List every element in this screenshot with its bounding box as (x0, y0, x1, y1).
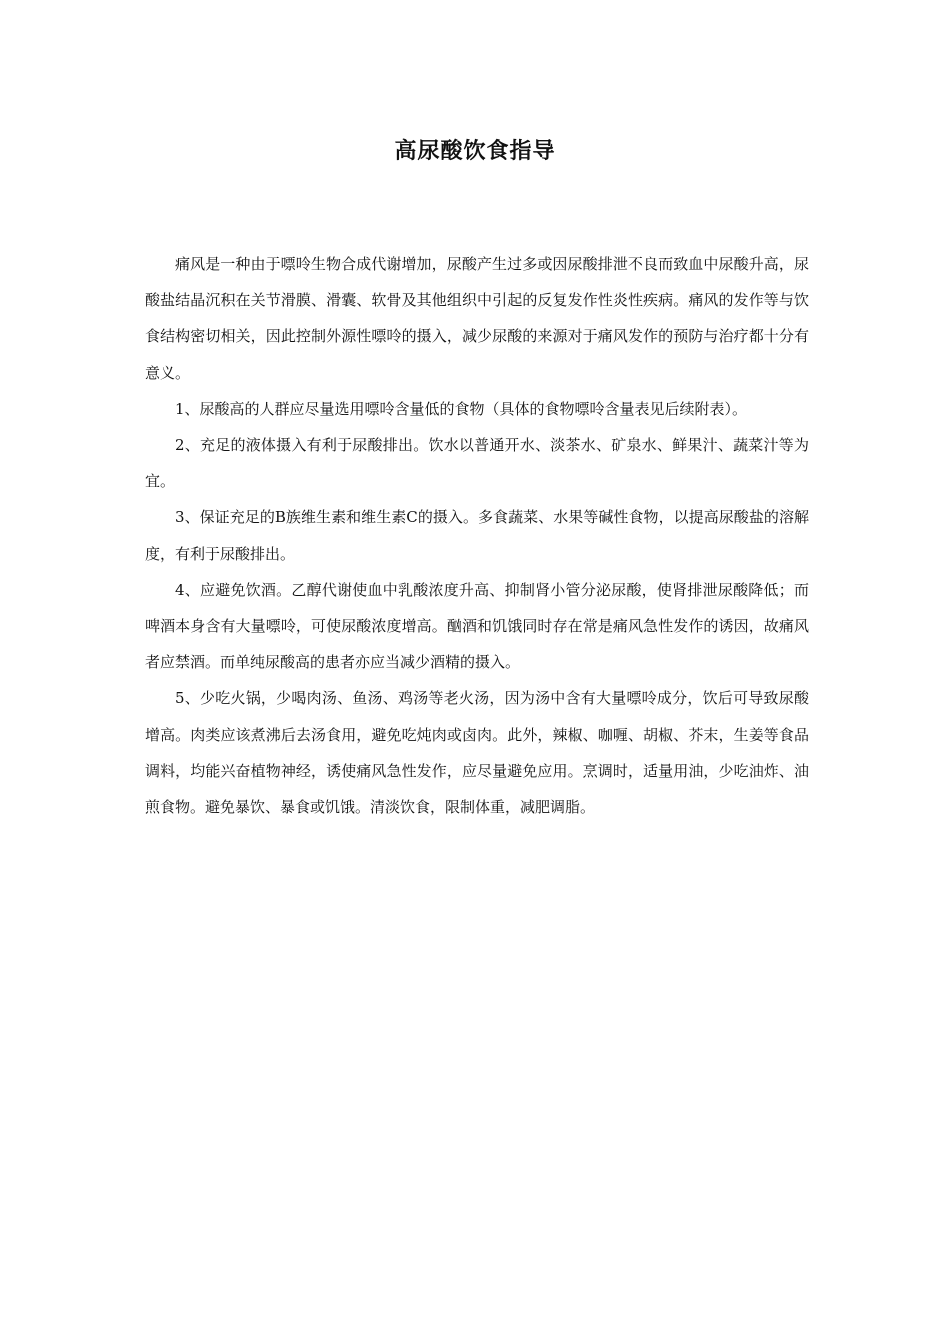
guideline-item-3: 3、保证充足的B族维生素和维生素C的摄入。多食蔬菜、水果等碱性食物，以提高尿酸盐的溶解度，有利于尿酸排出。 (145, 508, 809, 563)
document-body (145, 246, 809, 825)
guideline-item-1: 1、尿酸高的人群应尽量选用嘌呤含量低的食物（具体的食物嘌呤含量表见后续附表）。 (175, 399, 748, 418)
intro-paragraph: 痛风是一种由于嘌呤生物合成代谢增加，尿酸产生过多或因尿酸排泄不良而致血中尿酸升高，尿酸盐结晶沉积在关节滑膜、滑囊、软骨及其他组织中引起的反复发作性炎性疾病。痛风的发作等与饮食结构密切相关，因此控制外源性嘌呤的摄入，减少尿酸的来源对于痛风发作的预防与治疗都十分有意义。 (145, 255, 809, 382)
document-title: 高尿酸饮食指导 (394, 138, 556, 164)
guideline-item-4: 4、应避免饮酒。乙醇代谢使血中乳酸浓度升高、抑制肾小管分泌尿酸，使肾排泄尿酸降低；而啤酒本身含有大量嘌呤，可使尿酸浓度增高。酗酒和饥饿同时存在常是痛风急性发作的诱因，故痛风者应禁酒。而单纯尿酸高的患者亦应当减少酒精的摄入。 (145, 580, 809, 672)
guideline-item-2: 2、充足的液体摄入有利于尿酸排出。饮水以普通开水、淡茶水、矿泉水、鲜果汁、蔬菜汁等为宜。 (145, 436, 809, 491)
guideline-item-5: 5、少吃火锅，少喝肉汤、鱼汤、鸡汤等老火汤，因为汤中含有大量嘌呤成分，饮后可导致尿酸增高。肉类应该煮沸后去汤食用，避免吃炖肉或卤肉。此外，辣椒、咖喱、胡椒、芥末，生姜等食品调料，均能兴奋植物神经，诱使痛风急性发作，应尽量避免应用。烹调时，适量用油，少吃油炸、油煎食物。避免暴饮、暴食或饥饿。清淡饮食，限制体重，减肥调脂。 (145, 689, 809, 817)
